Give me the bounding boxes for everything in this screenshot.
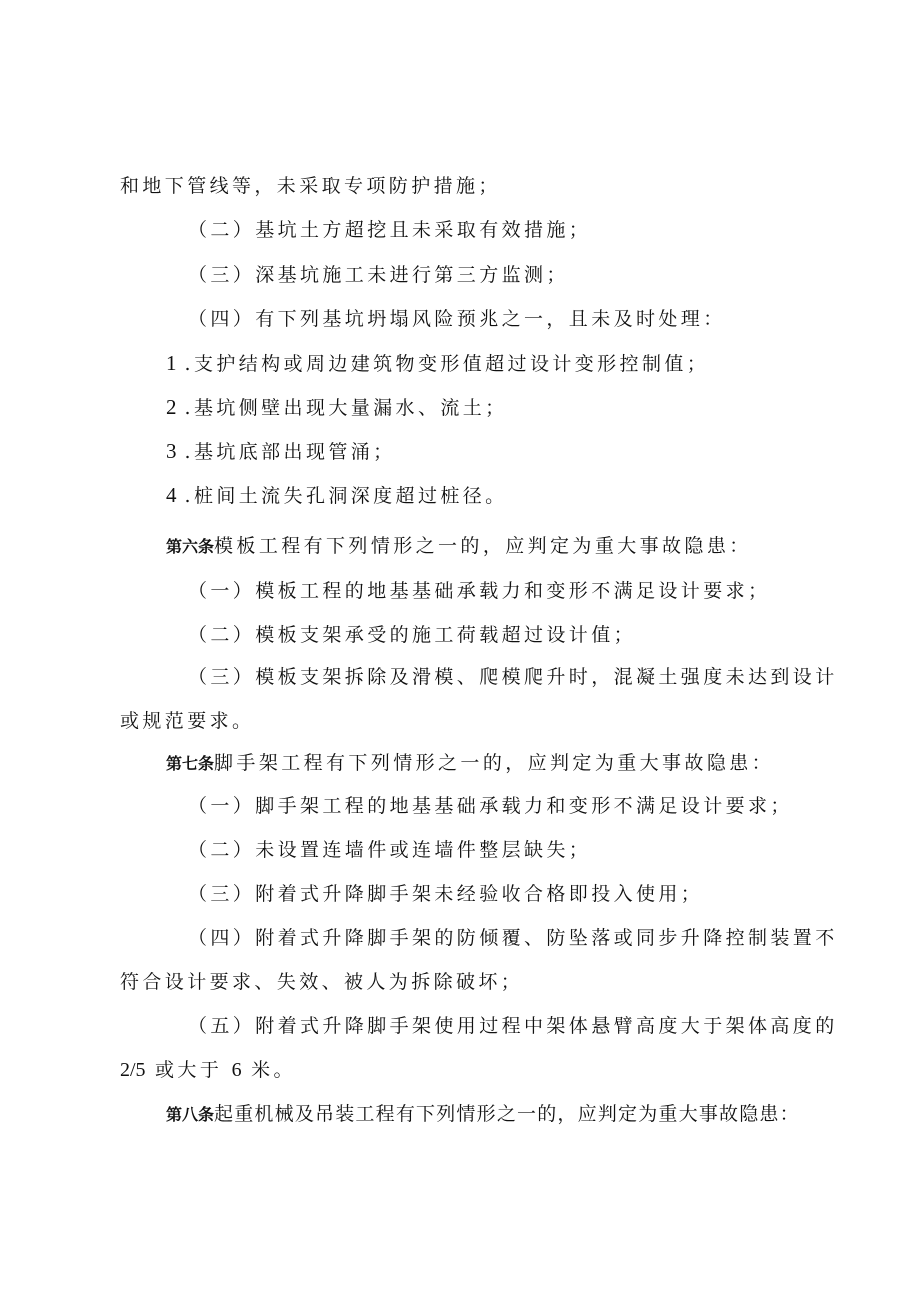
article-text: 模板工程有下列情形之一的，应判定为重大事故隐患： — [214, 535, 752, 557]
list-item — [166, 482, 866, 509]
text-line: （二）模板支架承受的施工荷载超过设计值； — [188, 624, 637, 646]
text-line: 和地下管线等，未采取专项防护措施； — [120, 175, 501, 197]
text-line: （三）深基坑施工未进行第三方监测； — [188, 264, 569, 286]
article-heading — [166, 533, 866, 561]
article-number: 第八条 — [166, 1107, 215, 1124]
list-number: 2 — [166, 395, 177, 419]
text-line — [120, 1057, 820, 1083]
text-line: （四）附着式升降脚手架的防倾覆、防坠落或同步升降控制装置不 — [188, 927, 838, 949]
text-fragment: 或大于 — [155, 1059, 223, 1081]
list-text: .基坑底部出现管涌； — [184, 441, 396, 463]
list-number: 4 — [166, 483, 177, 507]
article-heading — [166, 1101, 866, 1129]
list-number: 1 — [166, 351, 177, 375]
list-item — [166, 394, 866, 421]
list-text: .桩间土流失孔洞深度超过桩径。 — [184, 485, 508, 507]
list-item — [166, 438, 866, 465]
text-line: （一）脚手架工程的地基基础承载力和变形不满足设计要求； — [188, 795, 793, 817]
text-line: 符合设计要求、失效、被人为拆除破坏； — [120, 971, 524, 993]
list-number: 3 — [166, 439, 177, 463]
list-item — [166, 350, 866, 377]
text-line: （三）模板支架拆除及滑模、爬模爬升时，混凝土强度未达到设计 — [188, 666, 838, 688]
text-line: （五）附着式升降脚手架使用过程中架体悬臂高度大于架体高度的 — [188, 1015, 838, 1037]
fraction-value: 2/5 — [120, 1059, 146, 1081]
text-line: （四）有下列基坑坍塌风险预兆之一，且未及时处理： — [188, 308, 726, 330]
number-value: 6 — [231, 1059, 242, 1081]
text-line: （一）模板工程的地基基础承载力和变形不满足设计要求； — [188, 580, 771, 602]
text-fragment: 米。 — [251, 1059, 296, 1081]
article-text: 起重机械及吊装工程有下列情形之一的，应判定为重大事故隐患： — [214, 1103, 800, 1125]
text-line: （二）未设置连墙件或连墙件整层缺失； — [188, 839, 592, 861]
text-line: （二）基坑土方超挖且未采取有效措施； — [188, 219, 592, 241]
text-line: （三）附着式升降脚手架未经验收合格即投入使用； — [188, 883, 704, 905]
article-number: 第六条 — [166, 539, 215, 556]
list-text: .基坑侧壁出现大量漏水、流土； — [184, 397, 508, 419]
article-number: 第七条 — [166, 756, 215, 773]
article-text: 脚手架工程有下列情形之一的，应判定为重大事故隐患： — [214, 752, 775, 774]
list-text: .支护结构或周边建筑物变形值超过设计变形控制值； — [184, 353, 710, 375]
text-line: 或规范要求。 — [120, 710, 255, 732]
article-heading — [166, 750, 866, 778]
